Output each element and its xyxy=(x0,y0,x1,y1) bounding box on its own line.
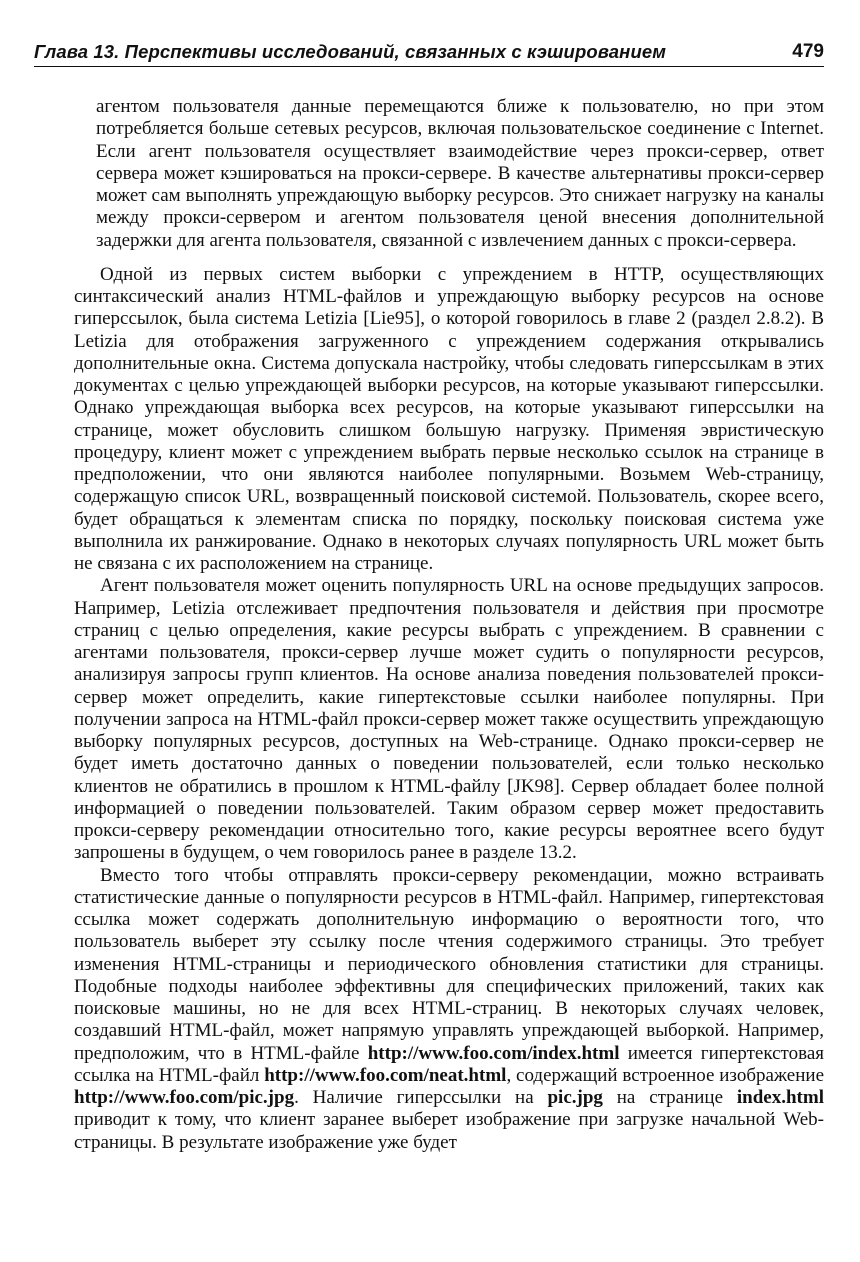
text-run: . Наличие гиперссылки на xyxy=(294,1087,548,1108)
text-run: Вместо того чтобы отправлять прокси-серверу рекомендации, можно встраивать статистические данные о популярности ресурсов в HTML-файл. Например, гипертекстовая ссылка может содержать дополнительную информацию о вероятности того, что пользователь выберет эту ссылку после чтения содержимого страницы. Это требует изменения HTML-страницы и периодического обновления статистики для страницы. Подобные подходы наиболее эффективны для специфических приложений, таких как поисковые машины, но не для всех HTML-страниц. В некоторых случаях человек, создавший HTML-файл, может напрямую управлять упреждающей выборкой. Например, предположим, что в HTML-файле xyxy=(74,864,824,1064)
filename-pic: pic.jpg xyxy=(547,1087,603,1108)
url-neat: http://www.foo.com/neat.html xyxy=(264,1064,507,1086)
text-run: имеется гипертекстовая ссылка на HTML-файл xyxy=(74,1042,824,1086)
text-run: , содержащий встроенное изображение xyxy=(506,1064,824,1086)
paragraph-popularity: Агент пользователя может оценить популярность URL на основе предыдущих запросов. Например, Letizia отслеживает предпочтения пользователя и действия при просмотре страниц с целью определения, какие ресурсы выбрать с упреждением. В сравнении с агентами пользователя, прокси-сервер лучше может судить о популярности ресурсов, анализируя запросы групп клиентов. На основе анализа поведения пользователей прокси-сервер может определить, какие гипертекстовые ссылки наиболее популярны. При получении запроса на HTML-файл прокси-сервер может также осуществить упреждающую выборку популярных ресурсов, доступных на Web-странице. Однако прокси-сервер не будет иметь достаточно данных о поведении пользователей, если только несколько клиентов не обратились в прошлом к HTML-файлу [JK98]. Сервер обладает более полной информацией о поведении пользователей. Таким образом сервер может предоставить прокси-серверу рекомендации относительно того, какие ресурсы вероятнее всего будут запрошены в будущем, о чем говорилось ранее в разделе 13.2. xyxy=(74,575,824,864)
url-index: http://www.foo.com/index.html xyxy=(367,1042,620,1064)
text-run: на странице xyxy=(602,1087,737,1108)
page-body xyxy=(74,96,824,1154)
page-number: 479 xyxy=(792,41,824,62)
paragraph-statistics xyxy=(74,865,824,1154)
url-pic: http://www.foo.com/pic.jpg xyxy=(74,1087,295,1108)
chapter-title: Глава 13. Перспективы исследований, связанных с кэшированием xyxy=(34,41,667,62)
running-header xyxy=(34,36,824,67)
paragraph-letizia: Одной из первых систем выборки с упреждением в HTTP, осуществляющих синтаксический анализ HTML-файлов и упреждающую выборку ресурсов на основе гиперссылок, была система Letizia [Lie95], о которой говорилось в главе 2 (раздел 2.8.2). В Letizia для отображения загруженного с упреждением содержания открывались дополнительные окна. Система допускала настройку, чтобы следовать гиперссылкам в этих документах с целью упреждающей выборки ресурсов, на которые указывают гиперссылки. Однако упреждающая выборка всех ресурсов, на которые указывают гиперссылки на странице, может обусловить слишком большую нагрузку. Применяя эвристическую процедуру, клиент может с упреждением выбрать первые несколько ссылок на странице в предположении, что они являются наиболее популярными. Возьмем Web-страницу, содержащую список URL, возвращенный поисковой системой. Пользователь, скорее всего, будет обращаться к элементам списка по порядку, поскольку поисковая система уже выполнила их ранжирование. Однако в некоторых случаях популярность URL может быть не связана с их расположением на странице. xyxy=(74,263,824,574)
filename-index: index.html xyxy=(736,1087,824,1108)
text-run: приводит к тому, что клиент заранее выберет изображение при загрузке начальной Web-страницы. В результате изображение уже будет xyxy=(74,1109,824,1153)
paragraph-continued: агентом пользователя данные перемещаются ближе к пользователю, но при этом потребляется больше сетевых ресурсов, включая пользовательское соединение с Internet. Если агент пользователя осуществляет взаимодействие через прокси-сервер, ответ сервера может кэшироваться на прокси-сервере. В качестве альтернативы прокси-сервер может сам выполнять упреждающую выборку ресурсов. Это снижает нагрузку на каналы между прокси-сервером и агентом пользователя ценой внесения дополнительной задержки для агента пользователя, связанной с извлечением данных с прокси-сервера. xyxy=(96,96,824,251)
